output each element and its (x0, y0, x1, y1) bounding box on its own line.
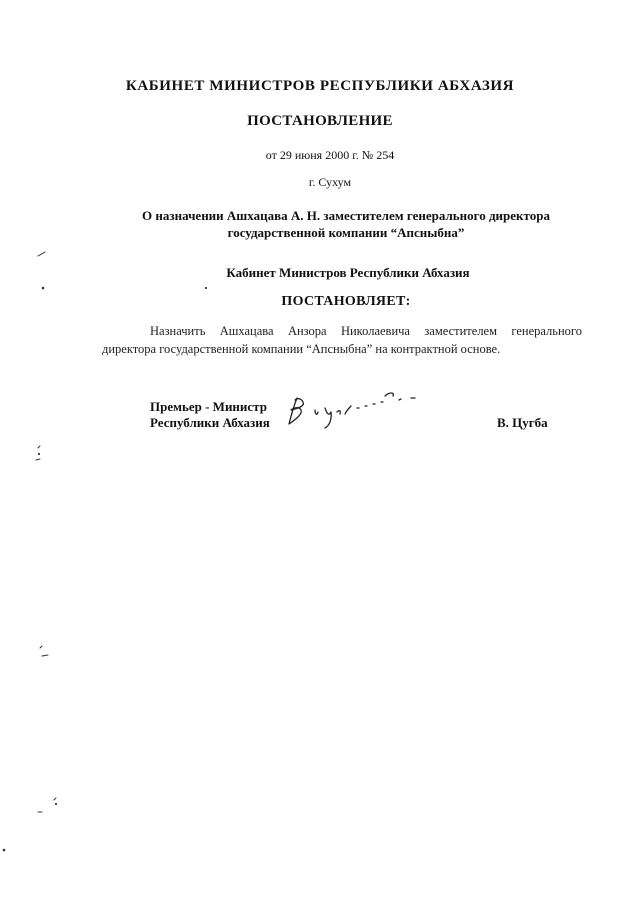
signatory-title-line-1: Премьер - Министр (150, 399, 267, 414)
issuer-line: Кабинет Министров Республики Абхазия (226, 265, 470, 280)
subject-heading (26, 207, 640, 241)
subject-line-1: О назначении Ашхацава А. Н. заместителем генерального директора (142, 208, 550, 223)
document-type-heading: ПОСТАНОВЛЕНИЕ (247, 113, 393, 129)
city-line: г. Сухум (308, 175, 352, 189)
subject-line-2: государственной компании “Апсныбна” (227, 225, 465, 240)
signatory-title-line-2: Республики Абхазия (150, 415, 270, 430)
resolves-heading: ПОСТАНОВЛЯЕТ: (281, 294, 411, 309)
signatory-title (150, 399, 270, 431)
resolution-paragraph: Назначить Ашхацава Анзора Николаевича заместителем генерального директора государственной компании “Апсныбна” на контрактной основе. (102, 324, 582, 356)
handwritten-signature (285, 384, 425, 436)
signatory-name: В. Цугба (497, 415, 548, 430)
organization-heading: КАБИНЕТ МИНИСТРОВ РЕСПУБЛИКИ АБХАЗИЯ (125, 78, 515, 94)
date-and-number: от 29 июня 2000 г. № 254 (265, 148, 395, 162)
